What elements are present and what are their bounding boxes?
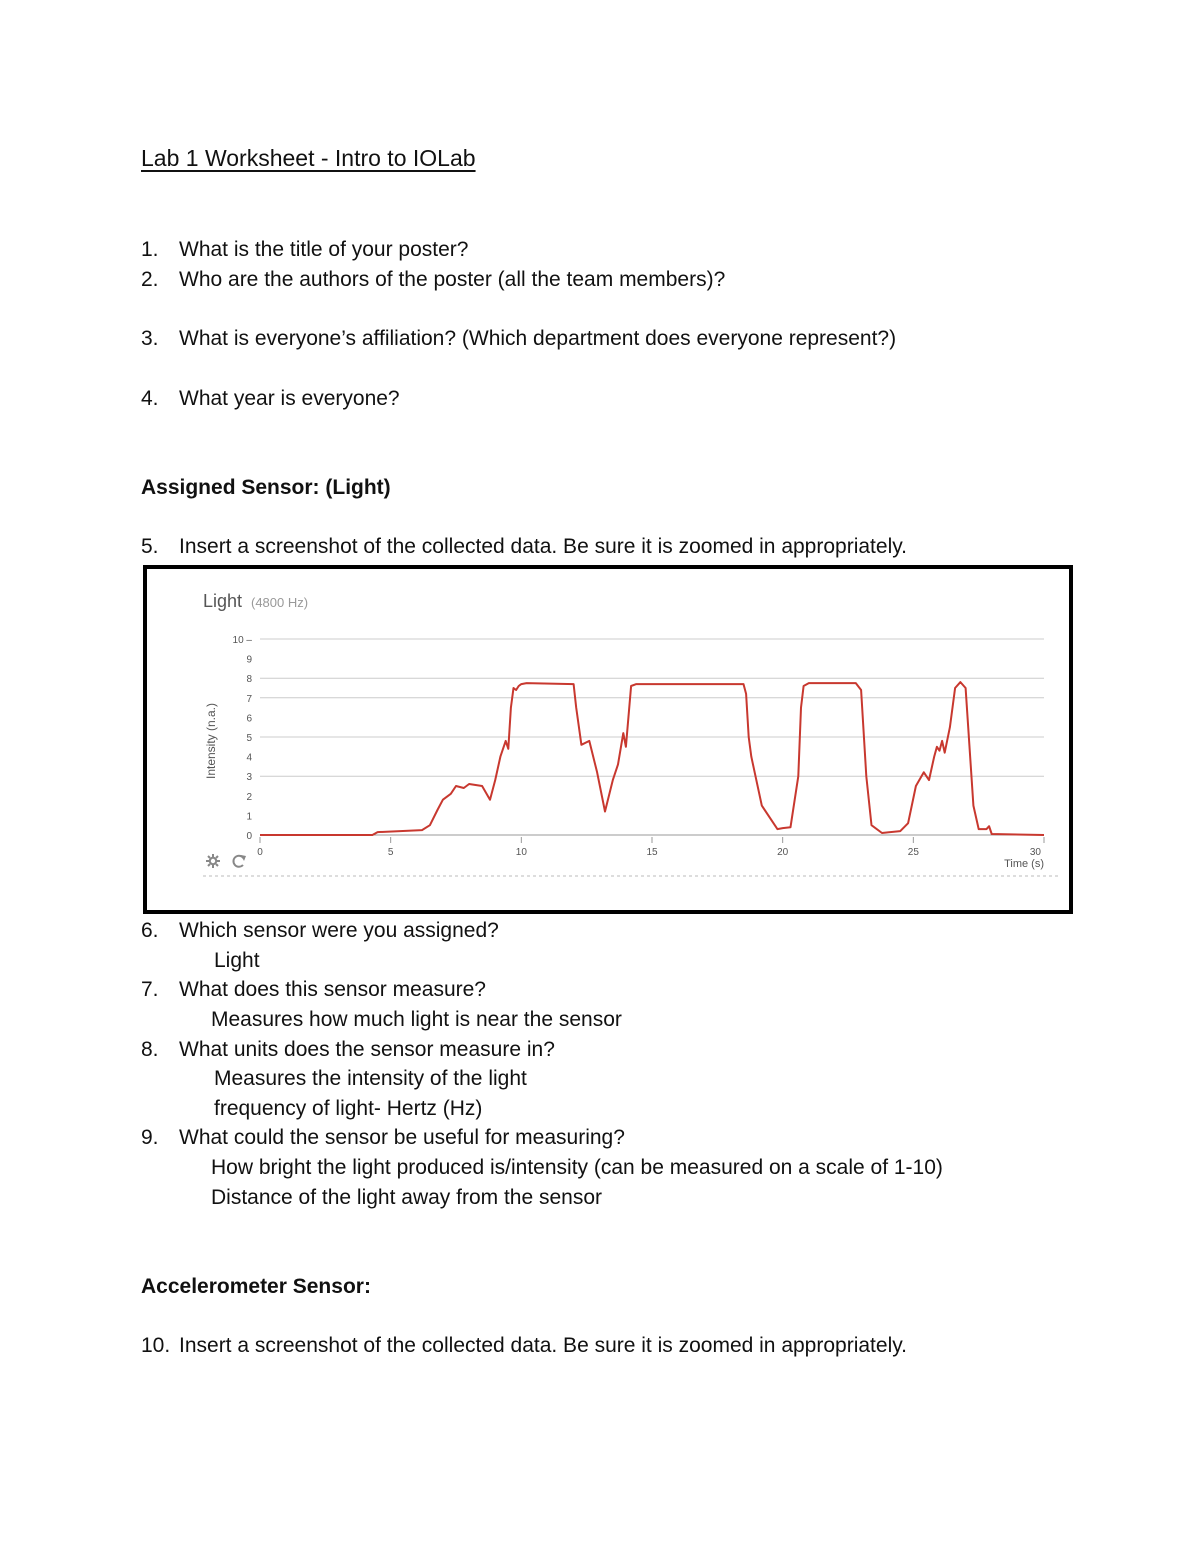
question-text: What units does the sensor measure in?: [179, 1038, 555, 1061]
y-tick-label: 1: [246, 811, 252, 823]
section-heading-light: Assigned Sensor: (Light): [141, 476, 391, 499]
question-8: [141, 1038, 555, 1062]
chart-series-line: [260, 682, 1044, 835]
question-3: [141, 327, 896, 351]
y-tick-label: 9: [246, 654, 252, 666]
question-4: [141, 387, 400, 411]
x-tick-label: 25: [907, 847, 919, 858]
chart-subtitle: (4800 Hz): [251, 595, 309, 610]
chart-ticks: [233, 635, 1044, 858]
x-tick-label: 30: [1029, 847, 1041, 858]
question-text: Insert a screenshot of the collected data. Be sure it is zoomed in appropriately.: [179, 1334, 908, 1357]
question-number: 6.: [141, 919, 159, 942]
x-axis-label: Time (s): [1004, 858, 1044, 870]
answer-8-line-1: Measures the intensity of the light: [214, 1067, 527, 1090]
y-tick-label: 0: [246, 831, 252, 842]
y-tick-label: 10 –: [232, 635, 252, 646]
chart-title: Light: [203, 591, 243, 611]
question-text: Insert a screenshot of the collected data. Be sure it is zoomed in appropriately.: [179, 535, 908, 558]
y-tick-label: 7: [246, 693, 252, 705]
answer-9-line-2: Distance of the light away from the sensor: [211, 1186, 603, 1209]
answer-9-line-1: How bright the light produced is/intensity (can be measured on a scale of 1-10): [211, 1156, 943, 1179]
question-2: [141, 268, 725, 292]
question-text: What could the sensor be useful for measuring?: [179, 1126, 625, 1149]
question-number: 3.: [141, 327, 159, 350]
question-6: [141, 919, 499, 943]
x-tick-label: 0: [257, 847, 263, 858]
chart-grid: [260, 639, 1044, 835]
y-tick-label: 8: [246, 674, 252, 686]
answer-8-line-2: frequency of light- Hertz (Hz): [214, 1097, 483, 1120]
question-number: 4.: [141, 387, 159, 410]
y-axis-label: Intensity (n.a.): [204, 702, 218, 780]
x-tick-label: 15: [646, 847, 658, 858]
y-tick-label: 2: [246, 791, 252, 803]
question-text: Who are the authors of the poster (all the team members)?: [179, 268, 726, 291]
question-7: [141, 978, 486, 1002]
question-5: [141, 535, 907, 559]
light-chart: [147, 569, 1069, 910]
y-tick-label: 5: [246, 733, 252, 744]
y-tick-label: 4: [246, 752, 252, 764]
question-text: Which sensor were you assigned?: [179, 919, 499, 942]
worksheet-title: Lab 1 Worksheet - Intro to IOLab: [141, 145, 476, 171]
y-tick-label: 3: [246, 772, 252, 784]
question-9: [141, 1126, 625, 1150]
x-tick-label: 20: [777, 847, 789, 858]
y-tick-label: 6: [246, 713, 252, 725]
question-number: 7.: [141, 978, 159, 1001]
question-10: [141, 1334, 907, 1358]
refresh-icon[interactable]: [233, 855, 246, 867]
question-number: 5.: [141, 535, 159, 558]
question-number: 10.: [141, 1334, 171, 1357]
section-heading-accelerometer: Accelerometer Sensor:: [141, 1275, 371, 1298]
answer-6: Light: [214, 949, 260, 972]
question-text: What is the title of your poster?: [179, 238, 469, 261]
answer-7: Measures how much light is near the sensor: [211, 1008, 622, 1031]
question-number: 8.: [141, 1038, 159, 1061]
question-number: 1.: [141, 238, 159, 261]
x-tick-label: 5: [387, 847, 394, 858]
question-text: What year is everyone?: [179, 387, 400, 410]
question-number: 2.: [141, 268, 159, 291]
question-text: What does this sensor measure?: [179, 978, 486, 1001]
question-1: [141, 238, 468, 262]
light-chart-screenshot: [143, 565, 1073, 914]
question-number: 9.: [141, 1126, 159, 1149]
question-text: What is everyone’s affiliation? (Which department does everyone represent?): [179, 327, 897, 350]
x-tick-label: 10: [515, 847, 527, 858]
gear-icon[interactable]: [206, 854, 220, 868]
